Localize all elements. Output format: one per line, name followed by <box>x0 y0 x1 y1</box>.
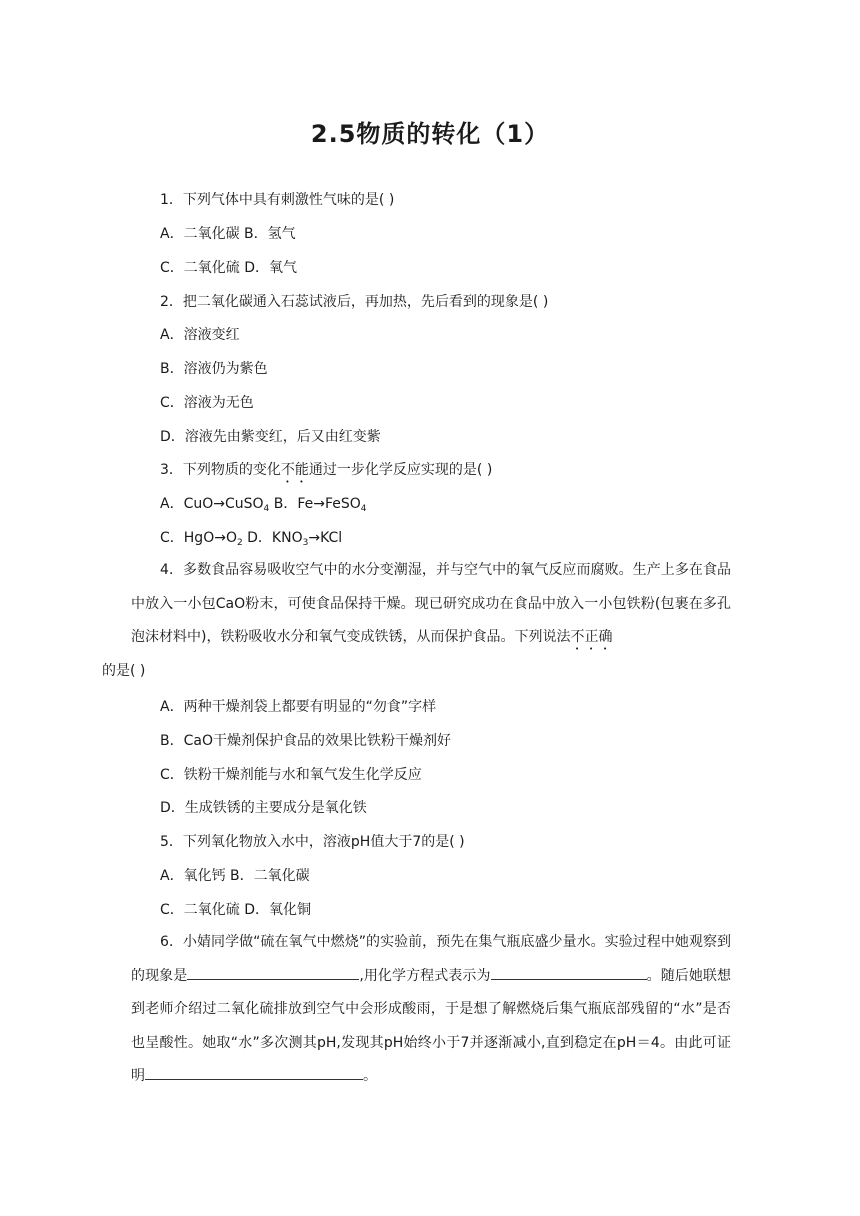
q6-part2: ,用化学方程式表示为 <box>359 967 491 984</box>
q4-stem-emphasis: 不正确 <box>570 629 613 646</box>
q6-blank-equation[interactable] <box>491 965 647 980</box>
q1-options-ab: A．二氧化碳 B．氢气 <box>160 226 296 242</box>
q5-stem: 5．下列氧化物放入水中，溶液pH值大于7的是( ) <box>160 834 465 850</box>
q4-option-d: D．生成铁锈的主要成分是氧化铁 <box>160 800 367 816</box>
q3-option-d-sub: 3 <box>302 538 309 548</box>
q1-options-cd: C．二氧化硫 D．氧气 <box>160 260 298 276</box>
q1-stem: 1．下列气体中具有刺激性气味的是( ) <box>160 192 395 208</box>
q3-option-b-sub: 4 <box>360 504 367 514</box>
q3-option-a-sub: 4 <box>263 504 270 514</box>
q6-paragraph <box>131 926 731 1094</box>
q4-option-b: B．CaO干燥剂保护食品的效果比铁粉干燥剂好 <box>160 733 451 749</box>
page-title: 2.5物质的转化（1） <box>310 120 550 148</box>
q3-option-d: D．KNO <box>242 530 303 546</box>
q4-option-a: A．两种干燥剂袋上都要有明显的“勿食”字样 <box>160 699 437 715</box>
q6-blank-phenomenon[interactable] <box>187 965 359 980</box>
q3-options-ab <box>160 494 367 514</box>
q3-option-c: C．HgO→O <box>160 530 237 546</box>
q3-stem <box>160 460 492 486</box>
q3-options-cd <box>160 528 342 548</box>
q2-option-d: D．溶液先由紫变红，后又由红变紫 <box>160 429 381 445</box>
q6-part4: 。 <box>363 1068 377 1085</box>
q3-stem-post: 通过一步化学反应实现的是( ) <box>308 462 493 478</box>
q4-stem-pre: 4．多数食品容易吸收空气中的水分变潮湿，并与空气中的氧气反应而腐败。生产上多在食品中放入一小包CaO粉末，可使食品保持干燥。现已研究成功在食品中放入一小包铁粉(包裹在多孔泡沫材料中)，铁粉吸收水分和氧气变成铁锈，从而保护食品。下列说法 <box>131 562 731 646</box>
q3-option-c-sub: 2 <box>236 538 243 548</box>
q4-option-c: C．铁粉干燥剂能与水和氧气发生化学反应 <box>160 767 422 783</box>
q2-option-b: B．溶液仍为紫色 <box>160 361 268 377</box>
q6-part3: 。随后她联想到老师介绍过二氧化硫排放到空气中会形成酸雨，于是想了解燃烧后集气瓶底部残留的“水”是否也呈酸性。她取“水”多次测其pH,发现其pH始终小于7并逐渐减小,直到稳定在pH＝4。由此可证明 <box>131 967 732 1085</box>
q4-stem-post: 的是( ) <box>102 662 146 679</box>
q3-stem-pre: 3．下列物质的变化 <box>160 462 281 478</box>
q3-option-b: B．Fe→FeSO <box>269 496 361 512</box>
q3-option-d-tail: →KCl <box>308 530 343 546</box>
q6-blank-conclusion[interactable] <box>145 1065 363 1080</box>
q5-options-cd: C．二氧化硫 D．氧化铜 <box>160 902 312 918</box>
q5-options-ab: A．氧化钙 B．二氧化碳 <box>160 868 310 884</box>
q4-stem <box>102 554 731 688</box>
q2-option-c: C．溶液为无色 <box>160 395 254 411</box>
q3-stem-emphasis: 不能 <box>280 462 309 478</box>
q2-option-a: A．溶液变红 <box>160 327 240 343</box>
q6-part1: 6．小婧同学做“硫在氧气中燃烧”的实验前，预先在集气瓶底盛少量水。实验过程中她观察到的现象是 <box>131 934 731 984</box>
q3-option-a: A．CuO→CuSO <box>160 496 264 512</box>
q2-stem: 2．把二氧化碳通入石蕊试液后，再加热，先后看到的现象是( ) <box>160 294 549 310</box>
